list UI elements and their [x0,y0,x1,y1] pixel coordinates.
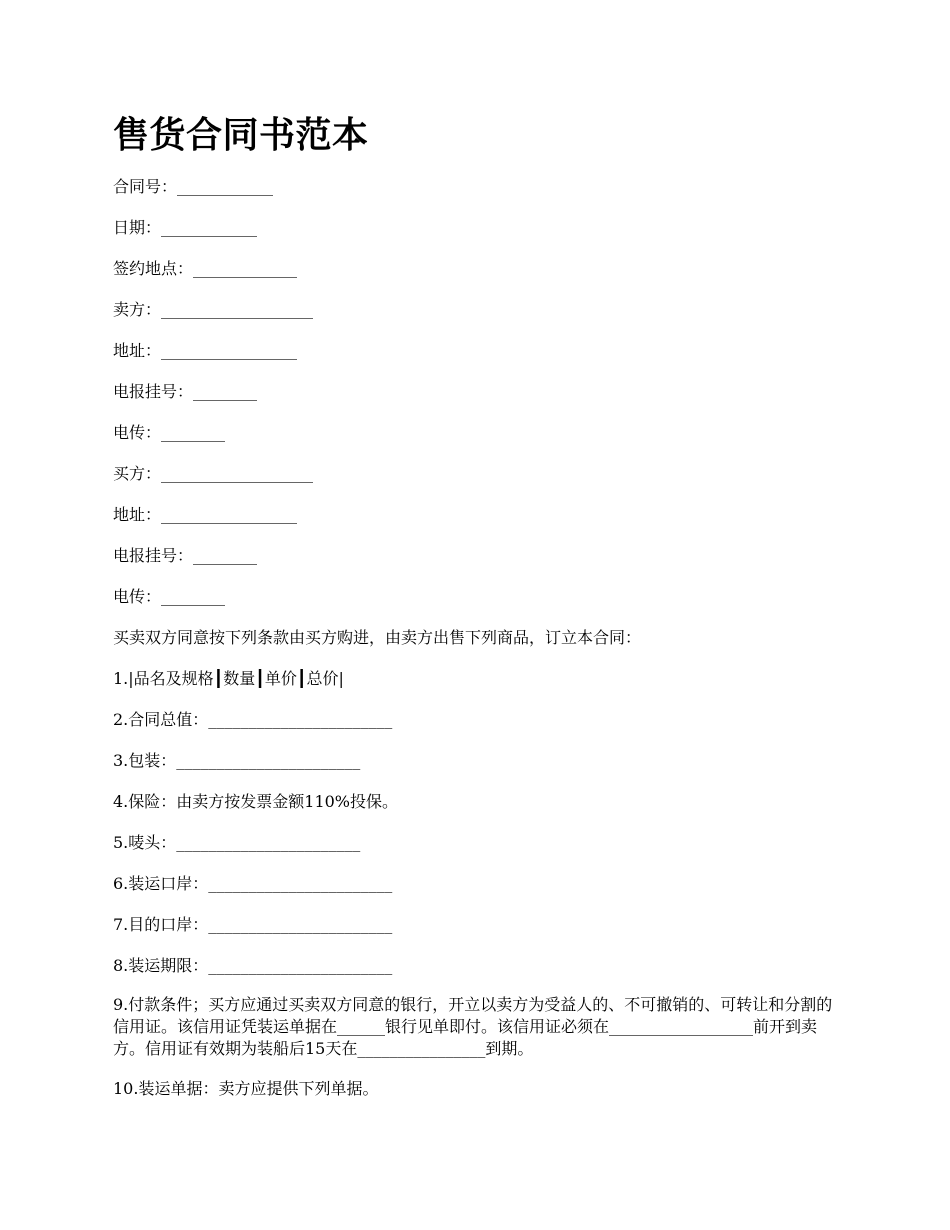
seller-telex-field: 电传：________ [113,423,226,442]
clause-payment-terms: 9.付款条件；买方应通过买卖双方同意的银行，开立以卖方为受益人的、不可撤销的、可转让和分割的信用证。该信用证凭装运单据在______银行见单即付。该信用证必须在__________________前开到卖方。信用证有效期为装船后15天在________________到期。 [113,995,833,1058]
clause-port-of-shipment: 6.装运口岸：_______________________ [113,874,393,893]
page-title: 售货合同书范本 [113,115,369,156]
clause-shipping-documents: 10.装运单据：卖方应提供下列单据。 [113,1079,379,1098]
contract-page [113,110,843,1117]
clause-shipping-marks: 5.唛头：_______________________ [113,833,361,852]
clause-packing: 3.包装：_______________________ [113,751,361,770]
clause-goods-table: 1.|品名及规格┃数量┃单价┃总价| [113,669,344,688]
buyer-telegraph-field: 电报挂号：________ [113,546,258,565]
contract-number-field: 合同号：____________ [113,177,274,196]
buyer-address-field: 地址：_________________ [113,505,298,524]
seller-telegraph-field: 电报挂号：________ [113,382,258,401]
seller-address-field: 地址：_________________ [113,341,298,360]
date-field: 日期：____________ [113,218,258,237]
clause-insurance: 4.保险：由卖方按发票金额110%投保。 [113,792,399,811]
signing-place-field: 签约地点：_____________ [113,259,298,278]
intro-paragraph: 买卖双方同意按下列条款由买方购进，由卖方出售下列商品，订立本合同： [113,628,642,647]
clause-time-of-shipment: 8.装运期限：_______________________ [113,956,393,975]
clause-total-value: 2.合同总值：_______________________ [113,710,393,729]
clause-port-of-destination: 7.目的口岸：_______________________ [113,915,393,934]
buyer-field: 买方：___________________ [113,464,314,483]
buyer-telex-field: 电传：________ [113,587,226,606]
seller-field: 卖方：___________________ [113,300,314,319]
